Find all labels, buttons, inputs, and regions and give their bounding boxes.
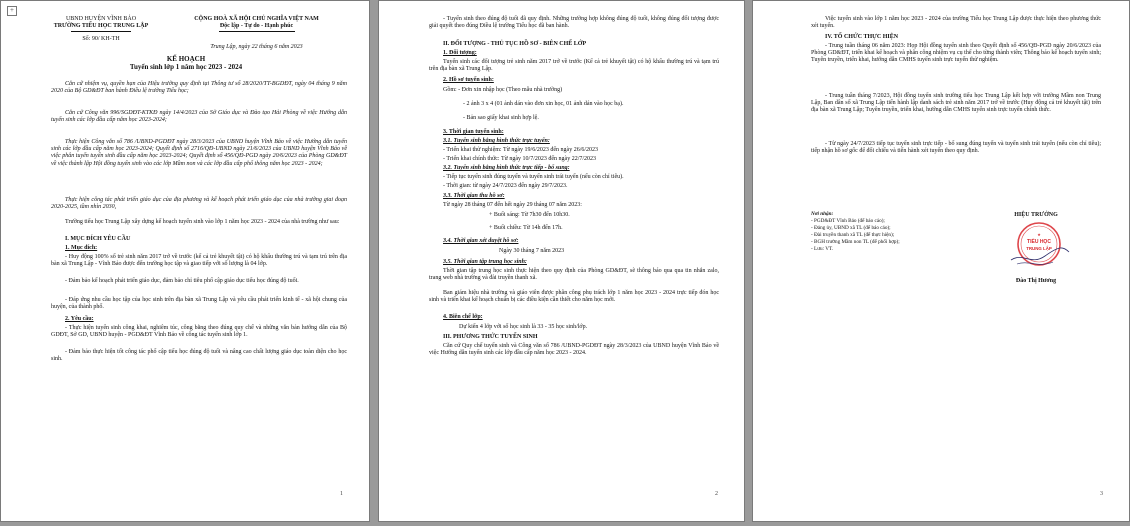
recipient-1: - PGD&ĐT Vĩnh Bảo (để báo cáo); — [811, 218, 885, 224]
basis-4: Thực hiện công tác phát triển giáo dục của địa phương và kế hoạch phát triển giáo dục của nhà trường giai đoạn 2020-2025, tầm nhìn 2030, — [51, 197, 347, 211]
doc-title: KẾ HOẠCH — [166, 55, 206, 63]
s4-heading: 4. Biên chế lớp: — [443, 314, 483, 320]
goal-3: - Đáp ứng nhu cầu học tập của học sinh trên địa bàn xã Trung Lập và yêu cầu phát triển kinh tế - xã hội chung của huyện, của thành phố. — [51, 297, 347, 311]
s2-item-1: Gồm: - Đơn xin nhập học (Theo mẫu nhà trường) — [443, 87, 563, 93]
p2-top-text: - Tuyển sinh theo đúng độ tuổi đã quy định. Những trường hợp không đúng độ tuổi, không đúng đối tượng được giải quyết theo đúng Điều lệ trường Tiểu học đã ban hành. — [429, 16, 719, 30]
s3-para: Căn cứ Quy chế tuyển sinh và Công văn số 786 /UBND-PGDĐT ngày 28/3/2023 của UBND huyện Vĩnh Bảo về việc Hướng dẫn tuyển sinh các lớp đầu cấp năm học 2023 - 2024. — [429, 343, 719, 357]
basis-2: Căn cứ Công văn 996/SGDĐT-KTKĐ ngày 14/4/2023 của Sở Giáo dục và Đào tạo Hải Phòng về việc Hướng dẫn tuyển sinh các lớp đầu cấp năm học 2023-2024; — [51, 110, 347, 124]
s31-heading: 3.1. Tuyển sinh bằng hình thức trực tuyến: — [443, 138, 550, 144]
s33-heading: 3.3. Thời gian thu hồ sơ: — [443, 193, 505, 199]
motto: Độc lập - Tự do - Hạnh phúc — [219, 23, 294, 29]
p3-para-1: - Trung tuần tháng 06 năm 2023: Họp Hội đồng tuyển sinh theo Quyết định số 456/QĐ-PGD ngày 20/6/2023 của Phòng GD&ĐT, triển khai kế hoạch và phân công nhiệm vụ cụ thể cho từng thành viên; Thông báo kế hoạch tuyển sinh; Tuyên truyền, triển khai, hướng dẫn CMHS tuyển sinh trực tuyến thử nghiệm. — [811, 43, 1101, 64]
s33-item-2: + Buổi chiều: Từ 14h đến 17h. — [489, 225, 563, 231]
recipient-3: - Đài truyền thanh xã TL (để thực hiện); — [811, 232, 895, 238]
req-2: - Đảm bảo thực hiện tốt công tác phổ cập tiểu học đúng độ tuổi và nâng cao chất lượng giáo dục toàn diện cho học sinh. — [51, 349, 347, 363]
s33-text: Từ ngày 28 tháng 07 đến hết ngày 29 tháng 07 năm 2023: — [443, 202, 582, 208]
s33-item-1: + Buổi sáng: Từ 7h30 đến 10h30. — [489, 212, 570, 218]
s32-item-2: - Thời gian: từ ngày 24/7/2023 đến ngày 29/7/2023. — [443, 183, 568, 189]
recipient-4: - BGH trường Mầm non TL (để phối hợp); — [811, 239, 900, 245]
s35-heading: 3.5. Thời gian tập trung học sinh: — [443, 259, 527, 265]
document-page-2 — [378, 0, 745, 522]
s3-heading: 3. Thời gian tuyển sinh: — [443, 129, 504, 135]
p3-para-2: - Trung tuần tháng 7/2023, Hội đồng tuyển sinh trường tiểu học Trung Lập kết hợp với trường Mầm non Trung Lập, Ban dân số xã Trung Lập tiến hành lập danh sách trẻ sinh năm 2017 trở về trước (Huy động cả trẻ khuyết tật) trên địa bàn xã Trung Lập; Tuyên truyền, triển khai, hướng dẫn CMHS tuyển sinh trực tuyến chính thức. — [811, 93, 1101, 114]
s35-para-2: Ban giám hiệu nhà trường và giáo viên được phân công phụ trách lớp 1 năm học 2023 - 2024 trực tiếp đón học sinh và triển khai kế hoạch chuẩn bị các điều kiện cần thiết cho năm học mới. — [429, 290, 719, 304]
s34-text: Ngày 30 tháng 7 năm 2023 — [499, 248, 565, 254]
basis-1: Căn cứ nhiệm vụ, quyền hạn của Hiệu trưởng quy định tại Thông tư số 28/2020/TT-BGDĐT, ngày 04 tháng 9 năm 2020 của Bộ GD&ĐT ban hành Điều lệ trường Tiểu học; — [51, 81, 347, 95]
document-page-3 — [752, 0, 1130, 522]
s2-item-3: - Bản sao giấy khai sinh hợp lệ. — [463, 115, 539, 121]
org-school: TRƯỜNG TIỂU HỌC TRUNG LẬP — [53, 23, 149, 29]
svg-text:★: ★ — [1037, 232, 1041, 237]
recipients-heading: Nơi nhận: — [811, 211, 834, 217]
table-move-handle-icon[interactable]: + — [7, 6, 17, 16]
s4-text: Dự kiến 4 lớp với số học sinh là 33 - 35 học sinh/lớp. — [459, 324, 588, 330]
org-top: UBND HUYỆN VĨNH BẢO — [65, 16, 137, 22]
basis-3: Thực hiện Công văn số 786 /UBND-PGDĐT ngày 28/3/2023 của UBND huyện Vĩnh Bảo về việc Hướng dẫn tuyển sinh các lớp đầu cấp năm học 2023-2024; Quyết định số 2716/QĐ-UBND ngày 21/6/2023 của UBND huyện Vĩnh Bảo về việc phân tuyến tuyển sinh đầu cấp năm học 2023-2024; Quyết định số 456/QĐ-PGD ngày 20/6/2023 của Phòng GD&ĐT về việc thành lập Hội đồng tuyển sinh vào các lớp Mầm non và các lớp đầu cấp phổ thông năm học 2023 - 2024; — [51, 139, 347, 167]
s31-item-2: - Triển khai chính thức: Từ ngày 10/7/2023 đến ngày 22/7/2023 — [443, 156, 597, 162]
s32-heading: 3.2. Tuyển sinh bằng hình thức trực tiếp - bổ sung: — [443, 165, 570, 171]
doc-number: Số: 90/ KH-TH — [82, 36, 120, 42]
recipient-2: - Đảng ủy, UBND xã TL (để báo cáo); — [811, 225, 891, 231]
s1-text: Tuyển sinh các đối tượng trẻ sinh năm 2017 trở về trước (Kể cả trẻ khuyết tật) có hộ khẩu thường trú và tạm trú trên địa bàn xã Trung Lập. — [429, 59, 719, 73]
svg-text:TIỂU HỌC: TIỂU HỌC — [1027, 239, 1051, 245]
s31-item-1: - Triển khai thử nghiệm: Từ ngày 19/6/2023 đến ngày 26/6/2023 — [443, 147, 599, 153]
section-3-heading: III. PHƯƠNG THỨC TUYỂN SINH — [443, 334, 538, 340]
s34-heading: 3.4. Thời gian xét duyệt hồ sơ: — [443, 238, 519, 244]
s35-para-1: Thời gian tập trung học sinh thực hiện theo quy định của Phòng GD&ĐT, sẽ thông báo qua qua tin nhắn zalo, trang web nhà trường và đài truyền thanh xã. — [429, 268, 719, 282]
recipient-5: - Lưu: VT. — [811, 246, 834, 252]
header-rule-left — [71, 31, 131, 32]
goal-2: - Đảm bảo kế hoạch phát triển giáo dục, đảm bảo chỉ tiêu phổ cập giáo dục tiểu học đúng độ tuổi. — [65, 278, 299, 284]
goal-1: - Huy động 100% số trẻ sinh năm 2017 trở về trước (kể cả trẻ khuyết tật) có hộ khẩu thường trú và tạm trú trên địa bàn xã Trung Lập - Vĩnh Bảo được đến trường học tập và giao tiếp với số lượng là 04 lớp. — [51, 254, 347, 268]
section-1-heading: I. MỤC ĐÍCH YÊU CẦU — [65, 236, 131, 242]
p3-para-3: - Từ ngày 24/7/2023 tiếp tục tuyển sinh trực tiếp - bổ sung đúng tuyến và tuyển sinh trái tuyến (nếu còn chỉ tiêu); tiếp nhận hồ sơ gốc để đối chiếu và tiến hành xét tuyển theo quy định. — [811, 141, 1101, 155]
s2-heading: 2. Hồ sơ tuyển sinh: — [443, 77, 494, 83]
p3-top-text: Việc tuyển sinh vào lớp 1 năm học 2023 - 2024 của trường Tiểu học Trung Lập được thực hiện theo phương thức xét tuyển. — [811, 16, 1101, 30]
page-number: 1 — [340, 491, 343, 497]
intro: Trường tiểu học Trung Lập xây dựng kế hoạch tuyển sinh vào lớp 1 năm học 2023 - 2024 của nhà trường như sau: — [65, 219, 340, 225]
signer-title: HIỆU TRƯỞNG — [1014, 212, 1058, 218]
req-1: - Thực hiện tuyển sinh công khai, nghiêm túc, công bằng theo đúng quy chế và những văn bản hướng dẫn của Bộ GDĐT, Sở GD, UBND huyện - PGD&ĐT Vĩnh Bảo về công tác tuyển sinh lớp 1. — [51, 325, 347, 339]
section-4-heading: IV. TỔ CHỨC THỰC HIỆN — [825, 34, 899, 40]
header-rule-right — [219, 31, 295, 32]
document-page-1 — [0, 0, 370, 522]
page-number: 3 — [1100, 491, 1103, 497]
s2-item-2: - 2 ảnh 3 x 4 (01 ảnh dán vào đơn xin học, 01 ảnh dán vào học bạ). — [463, 101, 624, 107]
section-2-heading: II. ĐỐI TƯỢNG - THỦ TỤC HỒ SƠ - BIÊN CHẾ LỚP — [443, 41, 587, 47]
place-date: Trung Lập, ngày 22 tháng 6 năm 2023 — [210, 44, 303, 50]
goal-heading: 1. Mục đích: — [65, 245, 98, 251]
s1-heading: 1. Đối tượng: — [443, 50, 477, 56]
signer-name: Đào Thị Hương — [1015, 278, 1057, 284]
official-stamp — [1003, 216, 1073, 274]
s32-item-1: - Tiếp tục tuyển sinh đúng tuyến và tuyển sinh trái tuyến (nếu còn chỉ tiêu). — [443, 174, 624, 180]
nation-title: CỘNG HOÀ XÃ HỘI CHỦ NGHĨA VIỆT NAM — [194, 16, 319, 22]
doc-subtitle: Tuyển sinh lớp 1 năm học 2023 - 2024 — [129, 63, 243, 71]
req-heading: 2. Yêu cầu: — [65, 316, 94, 322]
page-number: 2 — [715, 491, 718, 497]
svg-text:TRUNG LẬP: TRUNG LẬP — [1026, 246, 1052, 251]
